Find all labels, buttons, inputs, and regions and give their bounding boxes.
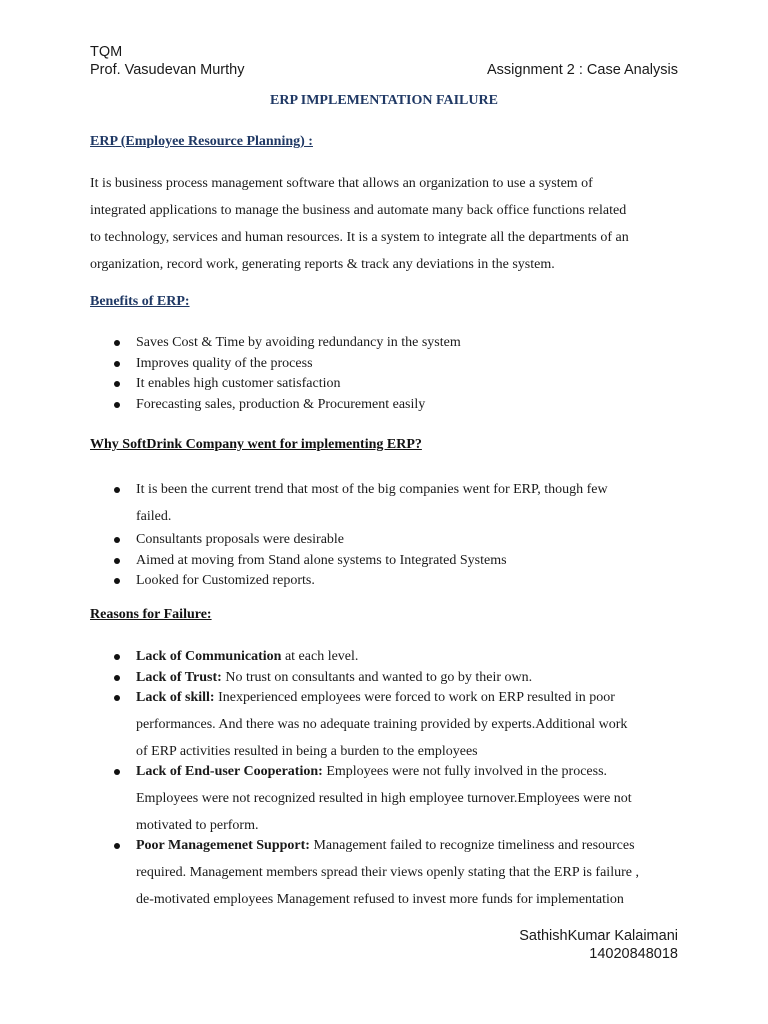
reason-title: Lack of Communication — [136, 649, 282, 664]
bullet-icon — [114, 578, 120, 584]
assignment-label: Assignment 2 : Case Analysis — [486, 62, 678, 78]
bullet-icon — [114, 695, 120, 701]
author-name: SathishKumar Kalaimani — [519, 928, 678, 944]
bullet-icon — [114, 769, 120, 775]
list-item-text: Improves quality of the process — [136, 355, 313, 371]
reason-title: Lack of Trust: — [136, 669, 222, 685]
reason-text: performances. And there was no adequate training provided by experts.Additional work — [136, 717, 628, 732]
list-item-text: Saves Cost & Time by avoiding redundancy in the system — [136, 335, 461, 350]
list-item — [112, 374, 692, 395]
document-title: ERP IMPLEMENTATION FAILURE — [270, 93, 498, 108]
bullet-icon — [114, 558, 120, 564]
bullet-icon — [114, 843, 120, 849]
reason-text: de-motivated employees Management refused to invest more funds for implementation — [136, 892, 624, 907]
list-item — [112, 530, 692, 551]
list-item — [112, 832, 692, 913]
list-item-text: Forecasting sales, production & Procurement easily — [136, 396, 426, 412]
document-header-left — [90, 43, 244, 79]
reason-text: Employees were not fully involved in the process. — [322, 764, 608, 779]
list-item-text: Aimed at moving from Stand alone systems to Integrated Systems — [136, 552, 507, 568]
list-item — [112, 395, 692, 416]
reason-text: Management failed to recognize timeliness and resources — [309, 838, 635, 853]
paragraph-line: integrated applications to manage the business and automate many back office functions related — [90, 203, 627, 218]
list-item — [112, 684, 692, 765]
reason-title: Poor Managemenet Support: — [136, 838, 310, 853]
reason-text: at each level. — [281, 649, 359, 664]
why-list — [112, 476, 692, 592]
reason-text: Employees were not recognized resulted in high employee turnover.Employees were not — [136, 791, 632, 806]
bullet-icon — [114, 487, 120, 493]
list-item — [112, 354, 692, 375]
list-item — [112, 333, 692, 354]
bullet-icon — [114, 340, 120, 346]
author-id: 14020848018 — [589, 946, 678, 962]
paragraph-line: It is business process management software that allows an organization to use a system of — [90, 176, 593, 191]
course-name: TQM — [90, 44, 123, 60]
list-item — [112, 647, 692, 668]
bullet-icon — [114, 402, 120, 408]
reason-title: Lack of End-user Cooperation: — [136, 764, 323, 779]
list-item-text: Consultants proposals were desirable — [136, 532, 345, 547]
benefits-list — [112, 333, 692, 415]
bullet-icon — [114, 381, 120, 387]
list-item — [112, 758, 692, 839]
list-item-text: Looked for Customized reports. — [136, 573, 315, 588]
list-item-text: It enables high customer satisfaction — [136, 376, 341, 391]
list-item-text: failed. — [136, 509, 172, 524]
reason-text: No trust on consultants and wanted to go by their own. — [221, 669, 533, 685]
reason-text: required. Management members spread their views openly stating that the ERP is failure , — [136, 865, 639, 880]
reasons-list — [112, 647, 692, 913]
reason-text: motivated to perform. — [136, 818, 259, 833]
benefits-heading: Benefits of ERP: — [90, 294, 190, 309]
paragraph-line: to technology, services and human resources. It is a system to integrate all the departments of an — [90, 230, 629, 245]
erp-heading: ERP (Employee Resource Planning) : — [90, 134, 313, 149]
why-heading: Why SoftDrink Company went for implementing ERP? — [90, 437, 422, 452]
reason-text: Inexperienced employees were forced to work on ERP resulted in poor — [214, 690, 615, 705]
reasons-heading: Reasons for Failure: — [90, 607, 212, 622]
author-footer — [519, 927, 678, 963]
erp-paragraph — [90, 170, 690, 278]
list-item — [112, 571, 692, 592]
bullet-icon — [114, 675, 120, 681]
paragraph-line: organization, record work, generating reports & track any deviations in the system. — [90, 257, 555, 272]
reason-title: Lack of skill: — [136, 690, 215, 705]
list-item — [112, 551, 692, 572]
list-item-text: It is been the current trend that most of the big companies went for ERP, though few — [136, 482, 608, 497]
bullet-icon — [114, 654, 120, 660]
bullet-icon — [114, 361, 120, 367]
professor-name: Prof. Vasudevan Murthy — [90, 62, 245, 78]
reason-text: of ERP activities resulted in being a burden to the employees — [136, 744, 478, 759]
list-item — [112, 476, 692, 530]
bullet-icon — [114, 537, 120, 543]
